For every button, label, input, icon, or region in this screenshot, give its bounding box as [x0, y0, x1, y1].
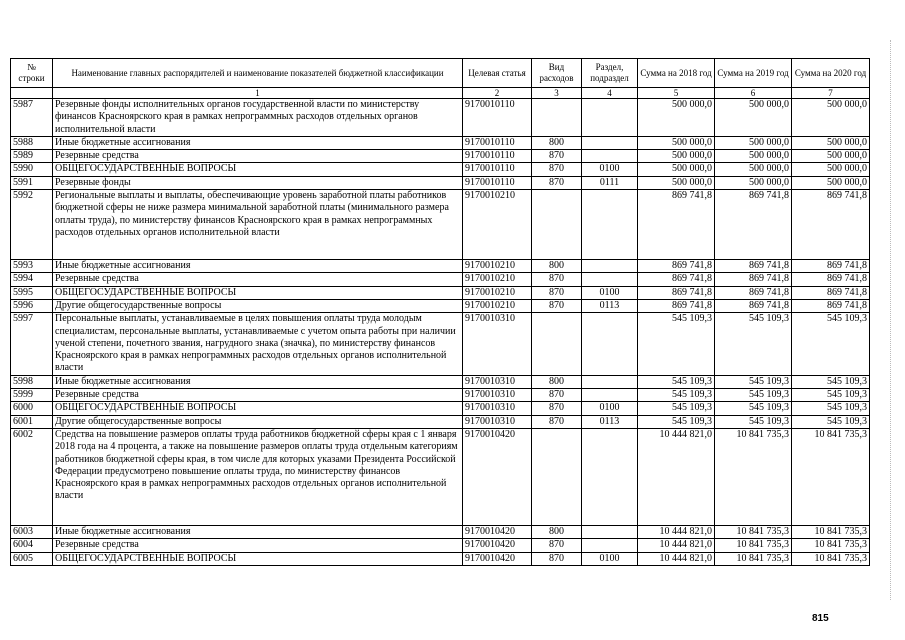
target-article: 9170010210 [463, 260, 532, 273]
row-number: 6000 [11, 402, 53, 415]
row-number: 5999 [11, 389, 53, 402]
target-article: 9170010110 [463, 150, 532, 163]
amount-2018: 545 109,3 [638, 389, 715, 402]
target-article: 9170010210 [463, 190, 532, 260]
amount-2018: 545 109,3 [638, 415, 715, 428]
budget-table [10, 58, 870, 566]
header-code: Целевая статья [463, 59, 532, 88]
expense-type: 870 [532, 539, 582, 552]
amount-2019: 500 000,0 [715, 176, 792, 189]
section-code [582, 389, 638, 402]
amount-2019: 500 000,0 [715, 136, 792, 149]
amount-2019: 545 109,3 [715, 415, 792, 428]
column-index: 4 [582, 88, 638, 99]
table-row [11, 402, 870, 415]
table-row [11, 539, 870, 552]
section-code [582, 260, 638, 273]
section-code [582, 525, 638, 538]
row-name: Иные бюджетные ассигнования [53, 375, 463, 388]
expense-type [532, 313, 582, 375]
row-name: ОБЩЕГОСУДАРСТВЕННЫЕ ВОПРОСЫ [53, 286, 463, 299]
row-name: Другие общегосударственные вопросы [53, 415, 463, 428]
column-index [11, 88, 53, 99]
amount-2018: 869 741,8 [638, 260, 715, 273]
header-section: Раздел, подраздел [582, 59, 638, 88]
row-number: 5988 [11, 136, 53, 149]
expense-type: 870 [532, 150, 582, 163]
amount-2020: 500 000,0 [792, 99, 870, 137]
table-row [11, 163, 870, 176]
amount-2019: 545 109,3 [715, 375, 792, 388]
amount-2019: 545 109,3 [715, 313, 792, 375]
row-name: ОБЩЕГОСУДАРСТВЕННЫЕ ВОПРОСЫ [53, 163, 463, 176]
amount-2019: 10 841 735,3 [715, 525, 792, 538]
amount-2020: 545 109,3 [792, 375, 870, 388]
row-number: 5993 [11, 260, 53, 273]
row-number: 5997 [11, 313, 53, 375]
row-name: Резервные средства [53, 150, 463, 163]
column-index: 1 [53, 88, 463, 99]
row-number: 5992 [11, 190, 53, 260]
row-name: Иные бюджетные ассигнования [53, 525, 463, 538]
table-row [11, 260, 870, 273]
section-code [582, 99, 638, 137]
expense-type: 800 [532, 525, 582, 538]
row-number: 5987 [11, 99, 53, 137]
target-article: 9170010110 [463, 136, 532, 149]
expense-type: 800 [532, 260, 582, 273]
row-name: Иные бюджетные ассигнования [53, 136, 463, 149]
table-row [11, 313, 870, 375]
table-row [11, 99, 870, 137]
amount-2019: 869 741,8 [715, 299, 792, 312]
column-index: 5 [638, 88, 715, 99]
row-number: 5994 [11, 273, 53, 286]
amount-2018: 10 444 821,0 [638, 539, 715, 552]
target-article: 9170010210 [463, 299, 532, 312]
amount-2020: 10 841 735,3 [792, 428, 870, 525]
row-number: 5989 [11, 150, 53, 163]
header-2020: Сумма на 2020 год [792, 59, 870, 88]
amount-2018: 10 444 821,0 [638, 552, 715, 565]
amount-2020: 500 000,0 [792, 136, 870, 149]
section-code [582, 136, 638, 149]
amount-2020: 545 109,3 [792, 402, 870, 415]
table-row [11, 190, 870, 260]
target-article: 9170010310 [463, 375, 532, 388]
amount-2019: 500 000,0 [715, 150, 792, 163]
expense-type: 800 [532, 375, 582, 388]
expense-type [532, 99, 582, 137]
section-code: 0113 [582, 299, 638, 312]
amount-2020: 545 109,3 [792, 415, 870, 428]
row-number: 5990 [11, 163, 53, 176]
table-body [11, 99, 870, 566]
table-row [11, 552, 870, 565]
target-article: 9170010420 [463, 428, 532, 525]
expense-type: 870 [532, 163, 582, 176]
amount-2018: 500 000,0 [638, 163, 715, 176]
expense-type: 870 [532, 176, 582, 189]
row-number: 5991 [11, 176, 53, 189]
row-number: 6001 [11, 415, 53, 428]
column-index-row [11, 88, 870, 99]
section-code [582, 190, 638, 260]
amount-2018: 10 444 821,0 [638, 428, 715, 525]
row-name: Региональные выплаты и выплаты, обеспечивающие уровень заработной платы работников бюджетной сферы не ниже размера минимальной заработной платы (минимального размера оплаты труда), по министерству финансов Красноярского края в рамках непрограммных расходов отдельных органов исполнительной власти [53, 190, 463, 260]
amount-2018: 545 109,3 [638, 375, 715, 388]
amount-2019: 545 109,3 [715, 402, 792, 415]
section-code [582, 273, 638, 286]
amount-2020: 500 000,0 [792, 150, 870, 163]
header-name: Наименование главных распорядителей и наименование показателей бюджетной классификации [53, 59, 463, 88]
row-number: 5998 [11, 375, 53, 388]
target-article: 9170010110 [463, 99, 532, 137]
row-name: Резервные средства [53, 389, 463, 402]
expense-type: 870 [532, 415, 582, 428]
target-article: 9170010420 [463, 525, 532, 538]
section-code: 0100 [582, 402, 638, 415]
header-num: № строки [11, 59, 53, 88]
amount-2020: 869 741,8 [792, 260, 870, 273]
page-number: 815 [812, 613, 829, 624]
amount-2018: 869 741,8 [638, 273, 715, 286]
table-row [11, 375, 870, 388]
row-number: 6005 [11, 552, 53, 565]
table-row [11, 176, 870, 189]
amount-2020: 545 109,3 [792, 389, 870, 402]
amount-2018: 500 000,0 [638, 176, 715, 189]
amount-2018: 500 000,0 [638, 150, 715, 163]
section-code: 0100 [582, 286, 638, 299]
section-code [582, 428, 638, 525]
amount-2019: 10 841 735,3 [715, 552, 792, 565]
row-number: 5996 [11, 299, 53, 312]
column-index: 2 [463, 88, 532, 99]
amount-2020: 10 841 735,3 [792, 539, 870, 552]
amount-2019: 869 741,8 [715, 260, 792, 273]
row-name: Резервные фонды исполнительных органов государственной власти по министерству финансов Красноярского края в рамках непрограммных расходов отдельных органов исполнительной власти [53, 99, 463, 137]
expense-type: 800 [532, 136, 582, 149]
amount-2020: 869 741,8 [792, 273, 870, 286]
column-index: 6 [715, 88, 792, 99]
section-code [582, 539, 638, 552]
amount-2020: 500 000,0 [792, 176, 870, 189]
section-code: 0100 [582, 552, 638, 565]
amount-2018: 500 000,0 [638, 136, 715, 149]
amount-2019: 545 109,3 [715, 389, 792, 402]
expense-type: 870 [532, 299, 582, 312]
section-code [582, 313, 638, 375]
row-name: Резервные средства [53, 539, 463, 552]
amount-2020: 869 741,8 [792, 286, 870, 299]
amount-2019: 500 000,0 [715, 163, 792, 176]
section-code: 0111 [582, 176, 638, 189]
row-number: 6004 [11, 539, 53, 552]
target-article: 9170010210 [463, 273, 532, 286]
row-number: 6003 [11, 525, 53, 538]
expense-type: 870 [532, 402, 582, 415]
amount-2019: 869 741,8 [715, 273, 792, 286]
amount-2018: 869 741,8 [638, 286, 715, 299]
target-article: 9170010310 [463, 402, 532, 415]
amount-2020: 10 841 735,3 [792, 525, 870, 538]
expense-type [532, 428, 582, 525]
target-article: 9170010420 [463, 552, 532, 565]
table-row [11, 428, 870, 525]
row-number: 5995 [11, 286, 53, 299]
table-row [11, 273, 870, 286]
section-code [582, 375, 638, 388]
table-row [11, 286, 870, 299]
column-index: 7 [792, 88, 870, 99]
amount-2020: 869 741,8 [792, 190, 870, 260]
target-article: 9170010210 [463, 286, 532, 299]
header-row [11, 59, 870, 88]
amount-2020: 10 841 735,3 [792, 552, 870, 565]
row-name: Персональные выплаты, устанавливаемые в целях повышения оплаты труда молодым специалистам, персональные выплаты, устанавливаемые с учетом опыта работы при наличии ученой степени, почетного звания, нагрудного знака (значка), по министерству финансов Красноярского края в рамках непрограммных расходов отдельных органов исполнительной власти [53, 313, 463, 375]
section-code: 0113 [582, 415, 638, 428]
target-article: 9170010310 [463, 415, 532, 428]
amount-2018: 10 444 821,0 [638, 525, 715, 538]
table-row [11, 150, 870, 163]
amount-2019: 500 000,0 [715, 99, 792, 137]
row-name: ОБЩЕГОСУДАРСТВЕННЫЕ ВОПРОСЫ [53, 402, 463, 415]
amount-2019: 869 741,8 [715, 286, 792, 299]
header-vid: Вид расходов [532, 59, 582, 88]
section-code: 0100 [582, 163, 638, 176]
amount-2020: 869 741,8 [792, 299, 870, 312]
header-2018: Сумма на 2018 год [638, 59, 715, 88]
amount-2018: 500 000,0 [638, 99, 715, 137]
amount-2019: 10 841 735,3 [715, 539, 792, 552]
table-row [11, 299, 870, 312]
table-row [11, 389, 870, 402]
amount-2020: 500 000,0 [792, 163, 870, 176]
amount-2018: 545 109,3 [638, 313, 715, 375]
row-name: Резервные средства [53, 273, 463, 286]
target-article: 9170010310 [463, 313, 532, 375]
section-code [582, 150, 638, 163]
expense-type: 870 [532, 389, 582, 402]
row-name: Резервные фонды [53, 176, 463, 189]
amount-2019: 10 841 735,3 [715, 428, 792, 525]
expense-type: 870 [532, 286, 582, 299]
expense-type: 870 [532, 552, 582, 565]
row-name: Другие общегосударственные вопросы [53, 299, 463, 312]
amount-2018: 869 741,8 [638, 190, 715, 260]
row-number: 6002 [11, 428, 53, 525]
amount-2019: 869 741,8 [715, 190, 792, 260]
amount-2020: 545 109,3 [792, 313, 870, 375]
expense-type: 870 [532, 273, 582, 286]
header-2019: Сумма на 2019 год [715, 59, 792, 88]
target-article: 9170010420 [463, 539, 532, 552]
target-article: 9170010310 [463, 389, 532, 402]
expense-type [532, 190, 582, 260]
target-article: 9170010110 [463, 176, 532, 189]
row-name: Иные бюджетные ассигнования [53, 260, 463, 273]
row-name: ОБЩЕГОСУДАРСТВЕННЫЕ ВОПРОСЫ [53, 552, 463, 565]
page-edge-marks [890, 40, 901, 600]
amount-2018: 545 109,3 [638, 402, 715, 415]
amount-2018: 869 741,8 [638, 299, 715, 312]
row-name: Средства на повышение размеров оплаты труда работников бюджетной сферы края с 1 января 2018 года на 4 процента, а также на повышение размеров оплаты труда отдельным категориям работников бюджетной сферы края, в том числе для которых указами Президента Российской Федерации предусмотрено повышение оплаты труда, по министерству финансов Красноярского края в рамках непрограммных расходов отдельных органов исполнительной власти [53, 428, 463, 525]
table-row [11, 525, 870, 538]
column-index: 3 [532, 88, 582, 99]
table-row [11, 136, 870, 149]
table-row [11, 415, 870, 428]
target-article: 9170010110 [463, 163, 532, 176]
